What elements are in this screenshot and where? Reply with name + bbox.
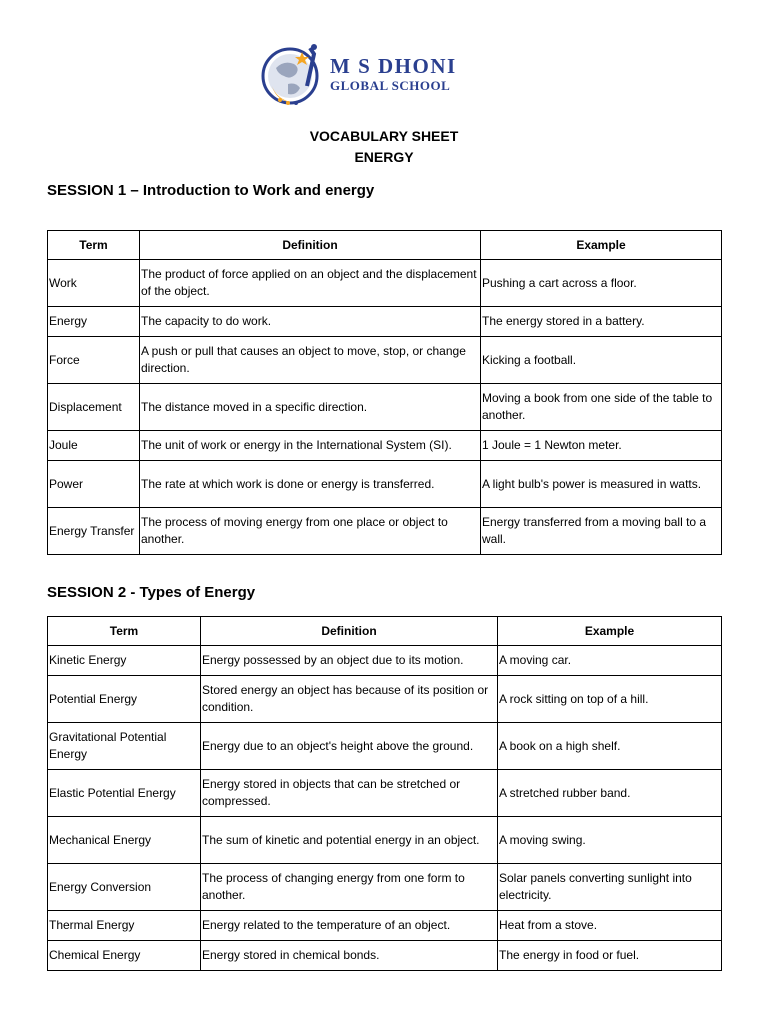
term-cell: Displacement (48, 384, 140, 431)
table-row (48, 337, 722, 384)
definition-cell: Energy stored in objects that can be stretched or compressed. (201, 770, 498, 817)
term-cell: Elastic Potential Energy (48, 770, 201, 817)
term-cell: Energy (48, 307, 140, 337)
table-row (48, 723, 722, 770)
table-row (48, 817, 722, 864)
column-header-term: Term (48, 617, 201, 646)
definition-cell: Energy related to the temperature of an object. (201, 911, 498, 941)
definition-cell: The process of moving energy from one place or object to another. (140, 508, 481, 555)
session-1-table (47, 230, 722, 555)
globe-emblem-icon (258, 42, 326, 108)
term-cell: Energy Conversion (48, 864, 201, 911)
table-row (48, 941, 722, 971)
table-row (48, 676, 722, 723)
term-cell: Chemical Energy (48, 941, 201, 971)
session-2-title: SESSION 2 - Types of Energy (47, 584, 256, 601)
term-cell: Joule (48, 431, 140, 461)
example-cell: Kicking a football. (481, 337, 722, 384)
example-cell: Solar panels converting sunlight into electricity. (498, 864, 722, 911)
session-1-title: SESSION 1 – Introduction to Work and energy (47, 182, 375, 199)
example-cell: A rock sitting on top of a hill. (498, 676, 722, 723)
example-cell: The energy stored in a battery. (481, 307, 722, 337)
term-cell: Potential Energy (48, 676, 201, 723)
example-cell: 1 Joule = 1 Newton meter. (481, 431, 722, 461)
column-header-term: Term (48, 231, 140, 260)
table-row (48, 864, 722, 911)
definition-cell: The unit of work or energy in the International System (SI). (140, 431, 481, 461)
term-cell: Energy Transfer (48, 508, 140, 555)
example-cell: A moving car. (498, 646, 722, 676)
school-subtitle: GLOBAL SCHOOL (330, 78, 451, 93)
example-cell: Pushing a cart across a floor. (481, 260, 722, 307)
example-cell: A moving swing. (498, 817, 722, 864)
column-header-definition: Definition (140, 231, 481, 260)
table-header-row (48, 617, 722, 646)
table-row (48, 384, 722, 431)
definition-cell: The capacity to do work. (140, 307, 481, 337)
example-cell: Moving a book from one side of the table to another. (481, 384, 722, 431)
table-row (48, 307, 722, 337)
logo-text (330, 56, 457, 92)
table-row (48, 911, 722, 941)
definition-cell: Energy possessed by an object due to its motion. (201, 646, 498, 676)
definition-cell: The rate at which work is done or energy is transferred. (140, 461, 481, 508)
term-cell: Power (48, 461, 140, 508)
title-line-2: ENERGY (354, 149, 414, 165)
term-cell: Gravitational Potential Energy (48, 723, 201, 770)
definition-cell: The process of changing energy from one form to another. (201, 864, 498, 911)
term-cell: Force (48, 337, 140, 384)
school-logo (258, 42, 474, 108)
example-cell: Energy transferred from a moving ball to a wall. (481, 508, 722, 555)
example-cell: Heat from a stove. (498, 911, 722, 941)
table-row (48, 508, 722, 555)
term-cell: Mechanical Energy (48, 817, 201, 864)
column-header-definition: Definition (201, 617, 498, 646)
session-2-table (47, 616, 722, 971)
example-cell: A book on a high shelf. (498, 723, 722, 770)
table-row (48, 770, 722, 817)
term-cell: Thermal Energy (48, 911, 201, 941)
definition-cell: Energy due to an object's height above the ground. (201, 723, 498, 770)
table-row (48, 431, 722, 461)
example-cell: The energy in food or fuel. (498, 941, 722, 971)
table-row (48, 260, 722, 307)
table-row (48, 461, 722, 508)
example-cell: A stretched rubber band. (498, 770, 722, 817)
definition-cell: The distance moved in a specific direction. (140, 384, 481, 431)
definition-cell: Stored energy an object has because of its position or condition. (201, 676, 498, 723)
column-header-example: Example (498, 617, 722, 646)
document-title (0, 126, 768, 168)
term-cell: Work (48, 260, 140, 307)
example-cell: A light bulb's power is measured in watts. (481, 461, 722, 508)
definition-cell: The sum of kinetic and potential energy in an object. (201, 817, 498, 864)
term-cell: Kinetic Energy (48, 646, 201, 676)
definition-cell: A push or pull that causes an object to move, stop, or change direction. (140, 337, 481, 384)
table-row (48, 646, 722, 676)
definition-cell: The product of force applied on an object and the displacement of the object. (140, 260, 481, 307)
table-header-row (48, 231, 722, 260)
school-name: M S DHONI (330, 54, 457, 78)
title-line-1: VOCABULARY SHEET (309, 128, 459, 144)
definition-cell: Energy stored in chemical bonds. (201, 941, 498, 971)
column-header-example: Example (481, 231, 722, 260)
